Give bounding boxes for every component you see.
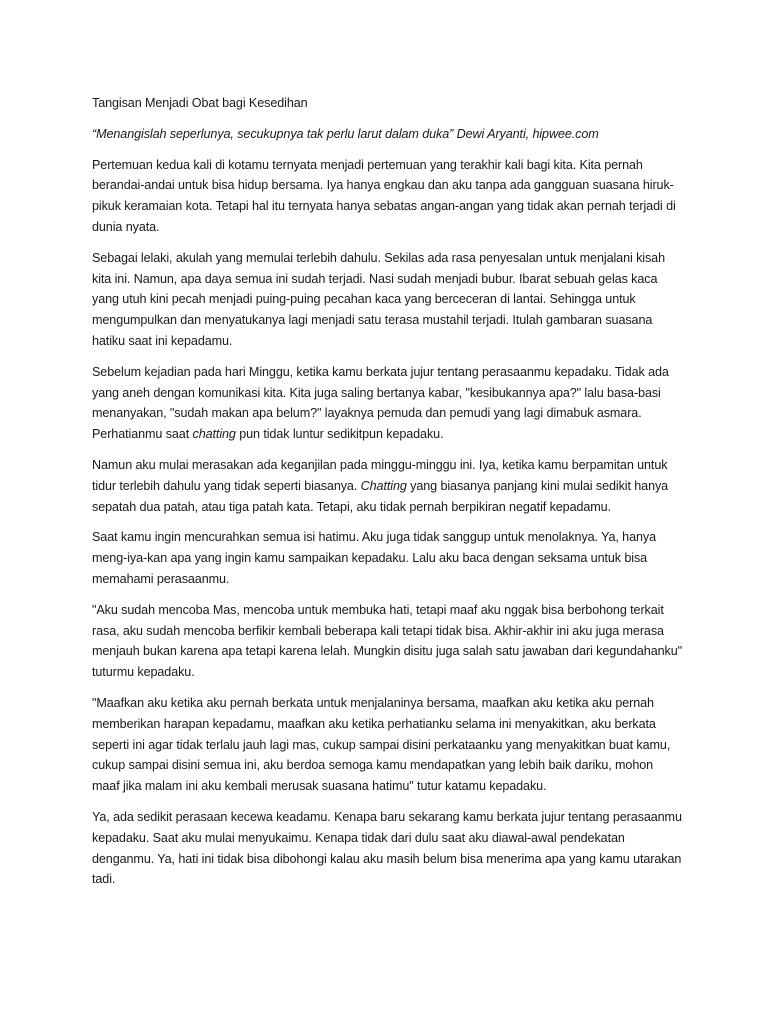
paragraph-3-emphasis: chatting	[192, 427, 236, 442]
paragraph-6: "Aku sudah mencoba Mas, mencoba untuk membuka hati, tetapi maaf aku nggak bisa berbohong terkait rasa, aku sudah mencoba berfikir kembali beberapa kali tetapi tidak bisa. Akhir-akhir ini aku juga merasa menjauh bukan karena apa tetapi karena lelah. Mungkin disitu juga salah satu jawaban dari kegundahanku" tuturmu kepadaku.	[92, 602, 682, 680]
document-title: Tangisan Menjadi Obat bagi Kesedihan	[92, 96, 308, 110]
paragraph-8: Ya, ada sedikit perasaan kecewa keadamu. Kenapa baru sekarang kamu berkata jujur tentang perasaanmu kepadaku. Saat aku mulai menyukaimu. Kenapa tidak dari dulu saat aku diawal-awal pendekatan denganmu. Ya, hati ini tidak bisa dibohongi kalau aku masih belum bisa menerima apa yang kamu utarakan tadi.	[92, 809, 682, 887]
paragraph-4-emphasis: Chatting	[360, 478, 407, 493]
paragraph-3-text-after: pun tidak luntur sedikitpun kepadaku.	[235, 427, 444, 442]
document-body	[92, 93, 682, 900]
paragraph-2: Sebagai lelaki, akulah yang memulai terlebih dahulu. Sekilas ada rasa penyesalan untuk menjalani kisah kita ini. Namun, apa daya semua ini sudah terjadi. Nasi sudah menjadi bubur. Ibarat sebuah gelas kaca yang utuh kini pecah menjadi puing-puing pecahan kaca yang berceceran di lantai. Sehingga untuk mengumpulkan dan menyatukanya lagi menjadi satu terasa mustahil terjadi. Itulah gambaran suasana hatiku saat ini kepadamu.	[92, 250, 665, 348]
paragraph-7: "Maafkan aku ketika aku pernah berkata untuk menjalaninya bersama, maafkan aku ketika aku pernah memberikan harapan kepadamu, maafkan aku ketika perhatianku selama ini menyakitkan, aku berkata seperti ini agar tidak terlalu jauh lagi mas, cukup sampai disini perkataanku yang menyakitkan buat kamu, cukup sampai disini semua ini, aku berdoa semoga kamu mendapatkan yang lebih baik dariku, mohon maaf jika malam ini aku kembali merusak suasana hatimu" tutur katamu kepadaku.	[92, 695, 671, 794]
paragraph-1: Pertemuan kedua kali di kotamu ternyata menjadi pertemuan yang terakhir kali bagi kita. Kita pernah berandai-andai untuk bisa hidup bersama. Iya hanya engkau dan aku tanpa ada gangguan suasana hiruk-pikuk keramaian kota. Tetapi hal itu ternyata hanya sebatas angan-angan yang tidak akan pernah terjadi di dunia nyata.	[92, 157, 676, 234]
paragraph-4	[92, 455, 682, 517]
paragraph-5: Saat kamu ingin mencurahkan semua isi hatimu. Aku juga tidak sanggup untuk menolaknya. Ya, hanya meng-iya-kan apa yang ingin kamu sampaikan kepadaku. Lalu aku baca dengan seksama untuk bisa memahami perasaanmu.	[92, 530, 656, 586]
paragraph-4-text-after: yang biasanya panjang kini mulai sedikit hanya sepatah dua patah, atau tiga patah kata. Tetapi, aku tidak pernah berpikiran negatif kepadamu.	[92, 478, 669, 514]
epigraph-quote: “Menangislah seperlunya, secukupnya tak perlu larut dalam duka” Dewi Aryanti, hipwee.com	[92, 126, 599, 141]
paragraph-3	[92, 362, 682, 445]
paragraph-3-text-before: Sebelum kejadian pada hari Minggu, ketika kamu berkata jujur tentang perasaanmu kepadaku. Tidak ada yang aneh dengan komunikasi kita. Kita juga saling bertanya kabar, "kesibukannya apa?" lalu basa-basi menanyakan, "sudah makan apa belum?" layaknya pemuda dan pemudi yang lagi dimabuk asmara. Perhatianmu saat	[92, 364, 669, 442]
paragraph-4-text-before: Namun aku mulai merasakan ada keganjilan pada minggu-minggu ini. Iya, ketika kamu berpamitan untuk tidur terlebih dahulu yang tidak seperti biasanya.	[92, 457, 668, 493]
